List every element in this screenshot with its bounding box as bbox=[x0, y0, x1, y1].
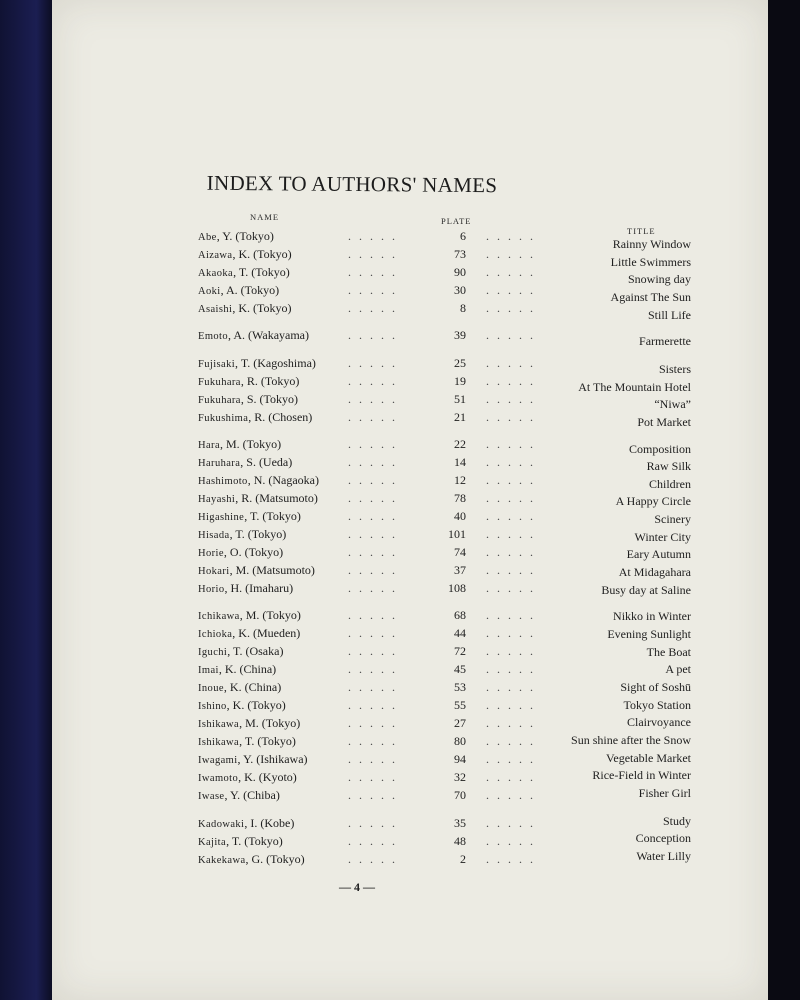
work-title: “Niwa” bbox=[654, 397, 691, 412]
index-row bbox=[198, 543, 691, 562]
leader-dots: ..... bbox=[348, 581, 403, 595]
leader-dots: ..... bbox=[348, 265, 403, 279]
leader-dots: ..... bbox=[486, 328, 541, 342]
author-surname: Iwamoto bbox=[198, 773, 239, 784]
author-surname: Kajita bbox=[198, 837, 227, 848]
column-header-name: NAME bbox=[250, 212, 280, 222]
author-name bbox=[198, 624, 300, 644]
leader-dots: ..... bbox=[486, 229, 541, 243]
author-initial-city: , T. (Kagoshima) bbox=[235, 356, 316, 370]
leader-dots: ..... bbox=[486, 437, 541, 451]
author-name bbox=[198, 471, 319, 491]
column-header-plate: PLATE bbox=[441, 216, 472, 226]
author-surname: Emoto bbox=[198, 331, 228, 342]
plate-number: 70 bbox=[454, 788, 466, 802]
plate-number: 27 bbox=[454, 716, 466, 730]
author-surname: Aoki bbox=[198, 286, 221, 297]
leader-dots: ..... bbox=[348, 437, 403, 451]
leader-dots: ..... bbox=[486, 770, 541, 784]
author-name bbox=[198, 714, 300, 734]
leader-dots: ..... bbox=[348, 644, 403, 658]
index-row bbox=[198, 768, 691, 786]
plate-number: 51 bbox=[454, 392, 466, 406]
leader-dots: ..... bbox=[348, 410, 403, 424]
author-name bbox=[198, 642, 283, 662]
author-name bbox=[198, 850, 305, 870]
author-surname: Fukuhara bbox=[198, 377, 241, 388]
plate-number: 78 bbox=[454, 491, 466, 505]
leader-dots: ..... bbox=[348, 527, 403, 541]
index-row bbox=[198, 606, 691, 624]
leader-dots: ..... bbox=[348, 455, 403, 469]
leader-dots: ..... bbox=[486, 247, 541, 261]
leader-dots: ..... bbox=[348, 852, 403, 866]
author-name bbox=[198, 281, 279, 301]
leader-dots: ..... bbox=[348, 545, 403, 559]
leader-dots: ..... bbox=[486, 608, 541, 622]
author-surname: Fukuhara bbox=[198, 395, 241, 406]
leader-dots: ..... bbox=[486, 698, 541, 712]
leader-dots: ..... bbox=[486, 626, 541, 640]
author-name bbox=[198, 326, 309, 346]
author-surname: Iwase bbox=[198, 791, 225, 802]
index-row bbox=[198, 227, 691, 251]
plate-number: 8 bbox=[460, 301, 466, 315]
author-name bbox=[198, 732, 296, 752]
author-initial-city: , T. (Tokyo) bbox=[233, 265, 290, 279]
author-surname: Iwagami bbox=[198, 755, 238, 766]
work-title: Scinery bbox=[654, 512, 691, 527]
plate-number: 21 bbox=[454, 410, 466, 424]
author-name bbox=[198, 678, 281, 698]
index-row bbox=[198, 642, 691, 660]
work-title: Vegetable Market bbox=[606, 750, 691, 765]
author-name bbox=[198, 814, 294, 834]
author-initial-city: , S. (Tokyo) bbox=[240, 392, 299, 406]
author-name bbox=[198, 561, 315, 581]
index-row bbox=[198, 813, 691, 832]
index-row bbox=[198, 624, 691, 642]
author-name bbox=[198, 579, 293, 599]
author-name bbox=[198, 372, 299, 392]
author-initial-city: , K. (Tokyo) bbox=[226, 698, 286, 712]
author-name bbox=[198, 408, 312, 428]
plate-number: 48 bbox=[454, 834, 466, 848]
page-title: INDEX TO AUTHORS' NAMES bbox=[206, 170, 498, 198]
plate-number: 37 bbox=[454, 563, 466, 577]
index-row bbox=[198, 785, 691, 804]
work-title: Conception bbox=[635, 831, 691, 846]
plate-number: 53 bbox=[454, 680, 466, 694]
index-row bbox=[198, 660, 691, 678]
author-name bbox=[198, 435, 281, 455]
author-initial-city: , O. (Tokyo) bbox=[223, 545, 284, 559]
author-surname: Asaishi bbox=[198, 304, 233, 315]
work-title: A pet bbox=[665, 662, 691, 677]
leader-dots: ..... bbox=[486, 852, 541, 866]
index-row bbox=[198, 696, 691, 714]
work-title: Composition bbox=[628, 441, 691, 456]
leader-dots: ..... bbox=[348, 301, 403, 315]
leader-dots: ..... bbox=[486, 545, 541, 559]
leader-dots: ..... bbox=[348, 788, 403, 802]
column-header-title: TITLE bbox=[627, 226, 656, 236]
work-title: Pot Market bbox=[637, 414, 691, 429]
plate-number: 30 bbox=[454, 283, 466, 297]
index-row bbox=[198, 848, 691, 868]
leader-dots: ..... bbox=[348, 716, 403, 730]
plate-number: 101 bbox=[448, 527, 466, 541]
author-surname: Hashimoto bbox=[198, 476, 248, 487]
index-row bbox=[198, 678, 691, 696]
leader-dots: ..... bbox=[486, 473, 541, 487]
author-initial-city: , M. (Matsumoto) bbox=[229, 563, 315, 577]
plate-number: 72 bbox=[454, 644, 466, 658]
leader-dots: ..... bbox=[486, 752, 541, 766]
work-title: Water Lilly bbox=[636, 848, 691, 863]
index-row bbox=[198, 435, 691, 456]
author-surname: Horie bbox=[198, 548, 224, 559]
leader-dots: ..... bbox=[348, 229, 403, 243]
author-surname: Ishikawa bbox=[198, 719, 240, 730]
author-initial-city: , Y. (Chiba) bbox=[224, 788, 280, 802]
plate-number: 73 bbox=[454, 247, 466, 261]
leader-dots: ..... bbox=[486, 283, 541, 297]
leader-dots: ..... bbox=[348, 374, 403, 388]
plate-number: 2 bbox=[460, 852, 466, 866]
leader-dots: ..... bbox=[348, 816, 403, 830]
plate-number: 6 bbox=[460, 229, 466, 243]
index-row bbox=[198, 714, 691, 732]
page-number: — 4 — bbox=[339, 880, 375, 894]
leader-dots: ..... bbox=[486, 410, 541, 424]
leader-dots: ..... bbox=[486, 581, 541, 595]
author-initial-city: , K. (China) bbox=[218, 662, 277, 676]
author-surname: Kakekawa bbox=[198, 855, 246, 866]
work-title: The Boat bbox=[646, 644, 691, 659]
author-initial-city: , Y. (Ishikawa) bbox=[237, 752, 308, 766]
author-initial-city: , T. (Tokyo) bbox=[226, 834, 283, 848]
author-name bbox=[198, 453, 292, 473]
author-surname: Inoue bbox=[198, 683, 224, 694]
author-initial-city: , T. (Osaka) bbox=[227, 644, 284, 658]
leader-dots: ..... bbox=[486, 455, 541, 469]
index-row bbox=[198, 299, 691, 322]
plate-number: 108 bbox=[448, 581, 466, 595]
leader-dots: ..... bbox=[486, 662, 541, 676]
leader-dots: ..... bbox=[348, 392, 403, 406]
author-surname: Hisada bbox=[198, 530, 230, 541]
leader-dots: ..... bbox=[348, 608, 403, 622]
work-title: Raw Silk bbox=[646, 459, 691, 474]
book-cover-right bbox=[768, 0, 800, 1000]
index-row bbox=[198, 390, 691, 412]
index-row bbox=[198, 489, 691, 509]
author-name bbox=[198, 832, 283, 852]
author-name bbox=[198, 390, 298, 410]
author-initial-city: , N. (Nagaoka) bbox=[247, 473, 319, 487]
leader-dots: ..... bbox=[486, 265, 541, 279]
author-surname: Hayashi bbox=[198, 494, 236, 505]
work-title: Nikko in Winter bbox=[613, 609, 691, 624]
author-initial-city: , R. (Tokyo) bbox=[240, 374, 300, 388]
author-name bbox=[198, 543, 283, 563]
author-surname: Ichikawa bbox=[198, 611, 240, 622]
work-title: Little Swimmers bbox=[610, 254, 691, 269]
author-name bbox=[198, 299, 291, 319]
author-initial-city: , A. (Tokyo) bbox=[220, 283, 280, 297]
work-title: Rainny Window bbox=[612, 237, 691, 251]
author-name bbox=[198, 786, 280, 806]
work-title: Rice-Field in Winter bbox=[592, 768, 691, 783]
work-title: Still Life bbox=[648, 307, 691, 322]
work-title: Busy day at Saline bbox=[601, 582, 691, 597]
leader-dots: ..... bbox=[486, 680, 541, 694]
leader-dots: ..... bbox=[486, 816, 541, 830]
work-title: Sight of Soshū bbox=[620, 679, 691, 694]
author-surname: Aizawa bbox=[198, 250, 233, 261]
index-row bbox=[198, 354, 691, 376]
leader-dots: ..... bbox=[486, 509, 541, 523]
author-surname: Akaoka bbox=[198, 268, 234, 279]
work-title: Fisher Girl bbox=[638, 785, 691, 800]
author-initial-city: , S. (Ueda) bbox=[240, 455, 293, 469]
leader-dots: ..... bbox=[348, 509, 403, 523]
author-surname: Kadowaki bbox=[198, 819, 245, 830]
leader-dots: ..... bbox=[348, 283, 403, 297]
author-name bbox=[198, 660, 276, 680]
author-surname: Ishikawa bbox=[198, 737, 240, 748]
leader-dots: ..... bbox=[486, 491, 541, 505]
index-row bbox=[198, 326, 691, 349]
author-surname: Ishino bbox=[198, 701, 227, 712]
leader-dots: ..... bbox=[348, 834, 403, 848]
leader-dots: ..... bbox=[486, 563, 541, 577]
plate-number: 39 bbox=[454, 328, 466, 342]
book-cover-left bbox=[0, 0, 52, 1000]
work-title: Evening Sunlight bbox=[607, 627, 691, 641]
plate-number: 40 bbox=[454, 509, 466, 523]
plate-number: 25 bbox=[454, 356, 466, 370]
leader-dots: ..... bbox=[486, 716, 541, 730]
author-initial-city: , A. (Wakayama) bbox=[228, 328, 309, 342]
leader-dots: ..... bbox=[486, 301, 541, 315]
author-initial-city: , K. (Tokyo) bbox=[232, 247, 292, 261]
author-surname: Fujisaki bbox=[198, 359, 236, 370]
leader-dots: ..... bbox=[486, 374, 541, 388]
work-title: Eary Autumn bbox=[626, 547, 691, 562]
plate-number: 90 bbox=[454, 265, 466, 279]
author-initial-city: , M. (Tokyo) bbox=[220, 437, 282, 451]
author-initial-city: , K. (China) bbox=[223, 680, 282, 694]
work-title: Tokyo Station bbox=[623, 697, 691, 712]
author-name bbox=[198, 750, 308, 770]
author-name bbox=[198, 606, 301, 626]
work-title: A Happy Circle bbox=[615, 494, 691, 509]
leader-dots: ..... bbox=[348, 680, 403, 694]
leader-dots: ..... bbox=[348, 247, 403, 261]
plate-number: 94 bbox=[454, 752, 466, 766]
work-title: Sun shine after the Snow bbox=[571, 732, 691, 747]
leader-dots: ..... bbox=[348, 734, 403, 748]
book-page bbox=[52, 0, 768, 1000]
work-title: Against The Sun bbox=[610, 289, 691, 304]
plate-number: 12 bbox=[454, 473, 466, 487]
work-title: At The Mountain Hotel bbox=[578, 379, 691, 394]
plate-number: 45 bbox=[454, 662, 466, 676]
author-initial-city: , M. (Tokyo) bbox=[239, 716, 301, 730]
work-title: Study bbox=[662, 813, 691, 828]
author-initial-city: , K. (Kyoto) bbox=[238, 770, 297, 784]
leader-dots: ..... bbox=[486, 734, 541, 748]
author-name bbox=[198, 354, 316, 374]
author-surname: Haruhara bbox=[198, 458, 241, 469]
leader-dots: ..... bbox=[486, 527, 541, 541]
index-row bbox=[198, 732, 691, 750]
index-row bbox=[198, 281, 691, 304]
author-name bbox=[198, 525, 286, 545]
leader-dots: ..... bbox=[348, 770, 403, 784]
plate-number: 55 bbox=[454, 698, 466, 712]
author-surname: Ichioka bbox=[198, 629, 233, 640]
author-surname: Horio bbox=[198, 584, 225, 595]
plate-number: 74 bbox=[454, 545, 466, 559]
author-initial-city: , T. (Tokyo) bbox=[229, 527, 287, 541]
author-name bbox=[198, 768, 297, 788]
plate-number: 80 bbox=[454, 734, 466, 748]
leader-dots: ..... bbox=[486, 834, 541, 848]
leader-dots: ..... bbox=[348, 662, 403, 676]
leader-dots: ..... bbox=[348, 563, 403, 577]
work-title: Farmerette bbox=[639, 334, 691, 349]
work-title: Children bbox=[649, 476, 691, 491]
author-surname: Abe bbox=[198, 232, 217, 243]
leader-dots: ..... bbox=[348, 752, 403, 766]
author-initial-city: , K. (Tokyo) bbox=[232, 301, 292, 315]
leader-dots: ..... bbox=[486, 356, 541, 370]
index-row bbox=[198, 525, 691, 544]
author-initial-city: , I. (Kobe) bbox=[244, 816, 295, 830]
leader-dots: ..... bbox=[348, 473, 403, 487]
author-initial-city: , M. (Tokyo) bbox=[239, 608, 301, 622]
author-name bbox=[198, 263, 290, 283]
author-surname: Imai bbox=[198, 665, 219, 676]
author-surname: Hokari bbox=[198, 566, 230, 577]
work-title: Snowing day bbox=[628, 272, 691, 287]
plate-number: 44 bbox=[454, 626, 466, 640]
plate-number: 32 bbox=[454, 770, 466, 784]
author-initial-city: , T. (Tokyo) bbox=[239, 734, 296, 748]
author-initial-city: , R. (Matsumoto) bbox=[235, 491, 318, 505]
index-row bbox=[198, 507, 691, 527]
author-name bbox=[198, 227, 274, 247]
author-surname: Hara bbox=[198, 440, 221, 451]
work-title: Winter City bbox=[634, 529, 691, 544]
index-row bbox=[198, 245, 691, 269]
work-title: Sisters bbox=[658, 361, 691, 376]
leader-dots: ..... bbox=[486, 392, 541, 406]
author-initial-city: , T. (Tokyo) bbox=[244, 509, 301, 523]
plate-number: 14 bbox=[454, 455, 466, 469]
author-name bbox=[198, 245, 292, 265]
index-row bbox=[198, 561, 691, 580]
index-row bbox=[198, 471, 691, 491]
author-surname: Iguchi bbox=[198, 647, 228, 658]
author-surname: Fukushima bbox=[198, 413, 249, 424]
leader-dots: ..... bbox=[348, 491, 403, 505]
index-row bbox=[198, 408, 691, 429]
plate-number: 68 bbox=[454, 608, 466, 622]
leader-dots: ..... bbox=[348, 626, 403, 640]
index-row bbox=[198, 831, 691, 850]
author-name bbox=[198, 489, 318, 509]
index-row bbox=[198, 453, 691, 474]
author-initial-city: , R. (Chosen) bbox=[248, 410, 313, 424]
leader-dots: ..... bbox=[486, 644, 541, 658]
index-row bbox=[198, 579, 691, 597]
plate-number: 35 bbox=[454, 816, 466, 830]
author-name bbox=[198, 696, 286, 716]
index-row bbox=[198, 372, 691, 394]
author-initial-city: , G. (Tokyo) bbox=[245, 852, 305, 866]
leader-dots: ..... bbox=[486, 788, 541, 802]
plate-number: 19 bbox=[454, 374, 466, 388]
plate-number: 22 bbox=[454, 437, 466, 451]
author-surname: Higashine bbox=[198, 512, 245, 523]
work-title: Clairvoyance bbox=[627, 715, 691, 730]
author-initial-city: , H. (Imaharu) bbox=[224, 581, 294, 595]
author-initial-city: , Y. (Tokyo) bbox=[216, 229, 274, 243]
leader-dots: ..... bbox=[348, 328, 403, 342]
author-name bbox=[198, 507, 301, 527]
leader-dots: ..... bbox=[348, 356, 403, 370]
author-initial-city: , K. (Mueden) bbox=[232, 626, 301, 640]
leader-dots: ..... bbox=[348, 698, 403, 712]
work-title: At Midagahara bbox=[618, 565, 691, 580]
index-row bbox=[198, 263, 691, 287]
